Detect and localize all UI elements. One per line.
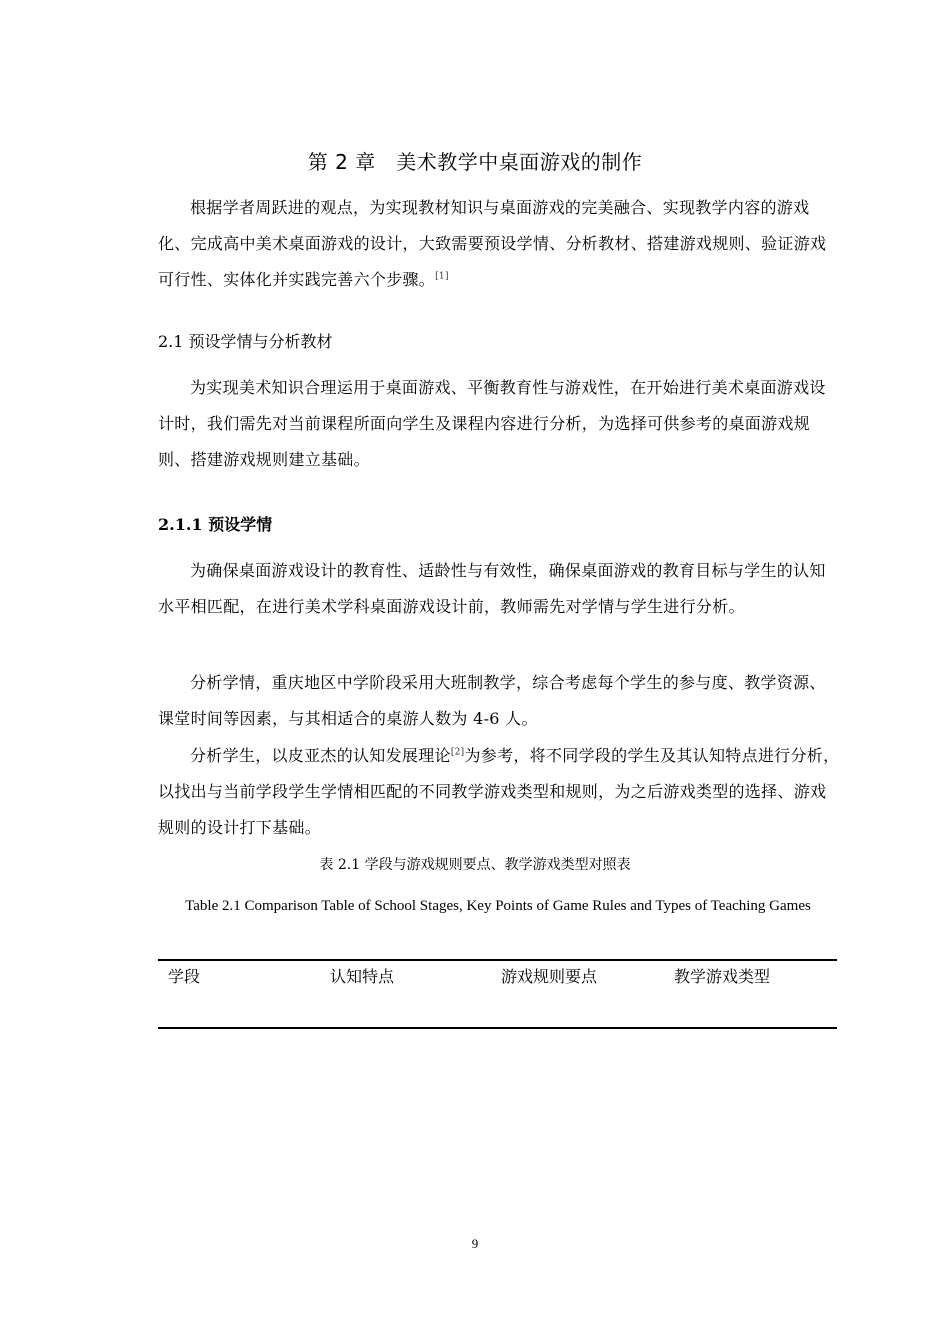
table-header-game-types: 教学游戏类型	[674, 967, 771, 986]
table-caption-chinese: 表 2.1 学段与游戏规则要点、教学游戏类型对照表	[319, 857, 631, 873]
intro-paragraph	[158, 190, 840, 298]
para3-text-before: 分析学生，以皮亚杰的认知发展理论	[190, 746, 451, 765]
section-heading-2-1-1: 2.1.1 预设学情	[158, 515, 273, 534]
citation-ref-2[interactable]: [2]	[450, 747, 465, 758]
comparison-table	[158, 959, 837, 1029]
table-header-stage: 学段	[168, 967, 201, 986]
section-heading-2-1: 2.1 预设学情与分析教材	[158, 332, 333, 351]
table-header-cognitive-features: 认知特点	[330, 967, 395, 986]
table-caption-english: Table 2.1 Comparison Table of School Stages, Key Points of Game Rules and Types of Teaching Games	[185, 898, 811, 914]
section-2-1-1-paragraph-1: 为确保桌面游戏设计的教育性、适龄性与有效性，确保桌面游戏的教育目标与学生的认知水平相匹配，在进行美术学科桌面游戏设计前，教师需先对学情与学生进行分析。	[158, 561, 826, 616]
intro-text: 根据学者周跃进的观点，为实现教材知识与桌面游戏的完美融合、实现教学内容的游戏化、完成高中美术桌面游戏的设计，大致需要预设学情、分析教材、搭建游戏规则、验证游戏可行性、实体化并实践完善六个步骤。	[158, 198, 827, 289]
para3-text-after: 为参考，将不同学段的学生及其认知特点进行分析，以找出与当前学段学生学情相匹配的不同教学游戏类型和规则，为之后游戏类型的选择、游戏规则的设计打下基础。	[158, 746, 840, 837]
section-2-1-1-paragraph-3	[158, 738, 840, 846]
section-2-1-paragraph: 为实现美术知识合理运用于桌面游戏、平衡教育性与游戏性，在开始进行美术桌面游戏设计时，我们需先对当前课程所面向学生及课程内容进行分析，为选择可供参考的桌面游戏规则、搭建游戏规则建立基础。	[158, 378, 826, 469]
table-header-game-rule-points: 游戏规则要点	[501, 967, 598, 986]
citation-ref-1[interactable]: [1]	[435, 271, 449, 282]
page-number: 9	[471, 1236, 479, 1251]
section-2-1-1-paragraph-2: 分析学情，重庆地区中学阶段采用大班制教学，综合考虑每个学生的参与度、教学资源、课堂时间等因素，与其相适合的桌游人数为 4-6 人。	[158, 673, 826, 728]
chapter-title: 第 2 章 美术教学中桌面游戏的制作	[307, 150, 643, 174]
